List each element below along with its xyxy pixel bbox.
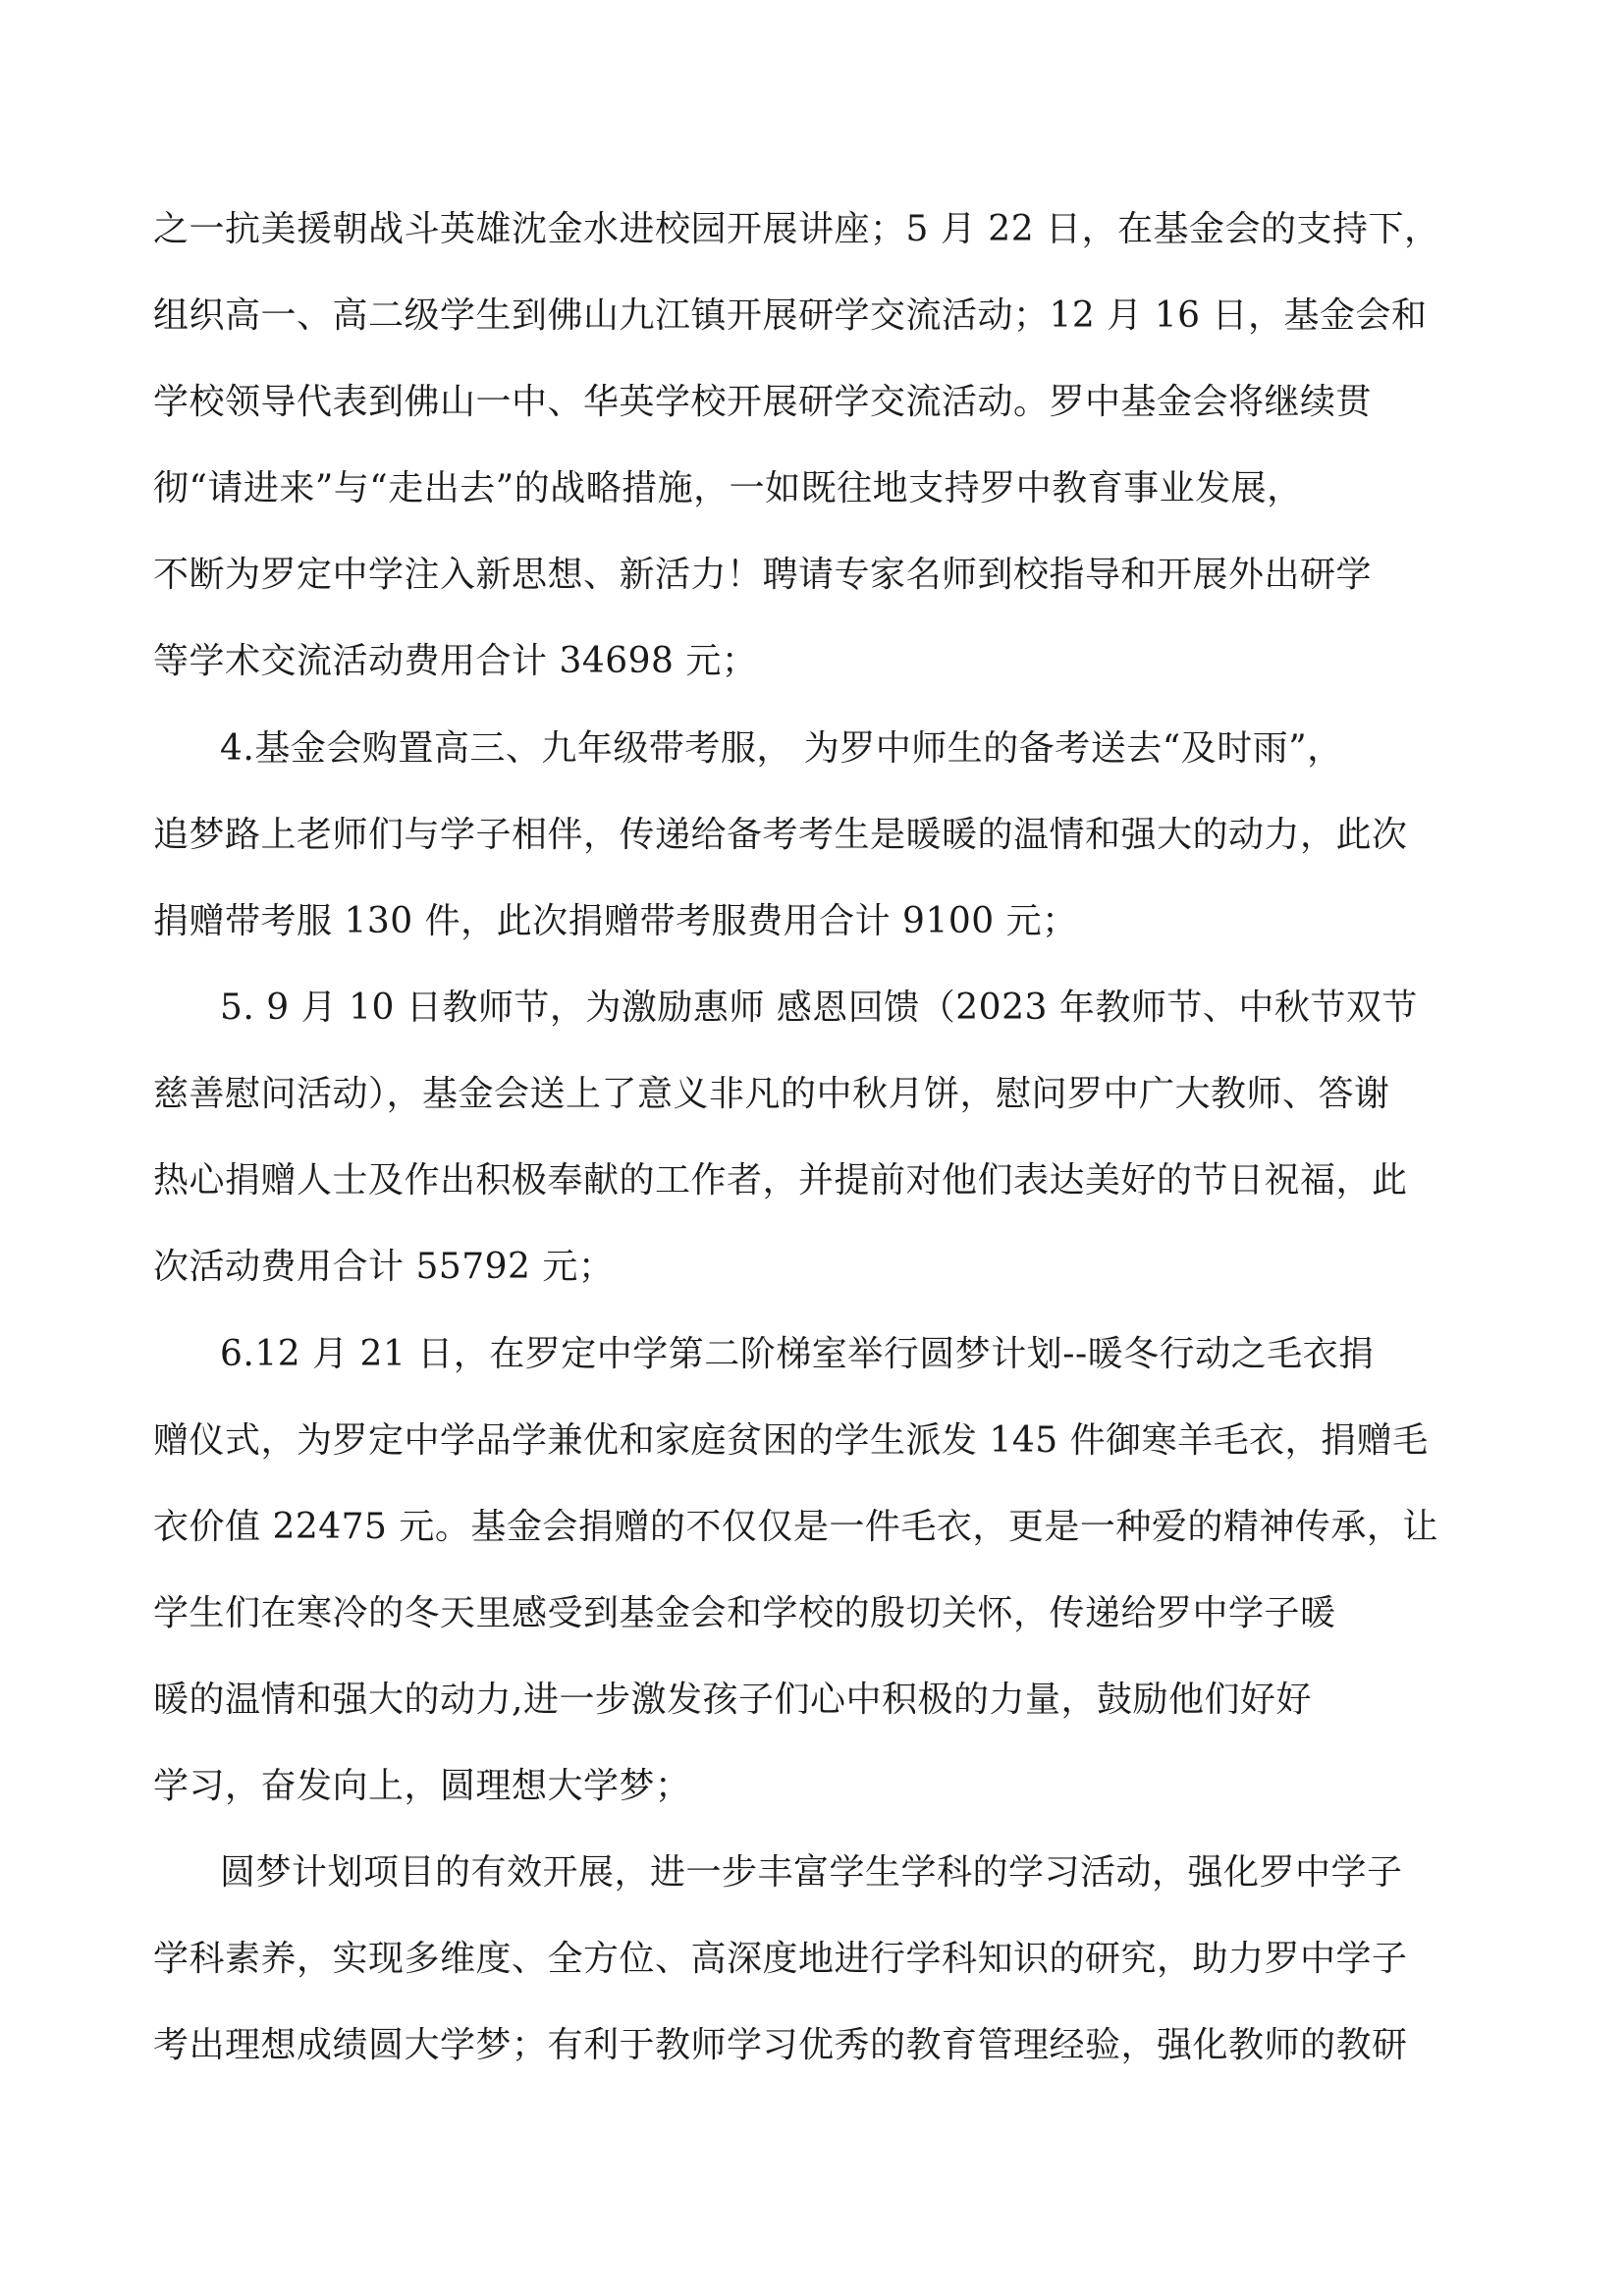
text-line: 组织高一、高二级学生到佛山九江镇开展研学交流活动；12 月 16 日，基金会和: [153, 295, 1428, 336]
paragraph-5-first-line: 5. 9 月 10 日教师节，为激励惠师 感恩回馈（2023 年教师节、中秋节双节: [220, 988, 1418, 1028]
text-line: 热心捐赠人士及作出积极奉献的工作者，并提前对他们表达美好的节日祝福，此: [153, 1160, 1408, 1201]
text-line: 不断为罗定中学注入新思想、新活力！聘请专家名师到校指导和开展外出研学: [153, 555, 1373, 595]
text-line: 学校领导代表到佛山一中、华英学校开展研学交流活动。罗中基金会将继续贯: [153, 382, 1373, 422]
text-line: 学科素养，实现多维度、全方位、高深度地进行学科知识的研究，助力罗中学子: [153, 1939, 1408, 1979]
text-line: 之一抗美援朝战斗英雄沈金水进校园开展讲座；5 月 22 日，在基金会的支持下，: [153, 209, 1440, 249]
text-line: 彻“请进来”与“走出去”的战略措施，一如既往地支持罗中教育事业发展，: [153, 468, 1303, 508]
text-line: 学生们在寒冷的冬天里感受到基金会和学校的殷切关怀，传递给罗中学子暖: [153, 1593, 1336, 1633]
text-line: 追梦路上老师们与学子相伴，传递给备考考生是暖暖的温情和强大的动力，此次: [153, 815, 1408, 855]
text-line: 次活动费用合计 55792 元；: [153, 1247, 615, 1287]
text-line: 衣价值 22475 元。基金会捐赠的不仅仅是一件毛衣，更是一种爱的精神传承，让: [153, 1507, 1438, 1547]
text-line: 考出理想成绩圆大学梦；有利于教师学习优秀的教育管理经验，强化教师的教研: [153, 2025, 1408, 2065]
paragraph-4-first-line: 4.基金会购置高三、九年级带考服， 为罗中师生的备考送去“及时雨”，: [220, 728, 1343, 769]
text-line: 学习，奋发向上，圆理想大学梦；: [153, 1766, 691, 1806]
text-line: 慈善慰问活动），基金会送上了意义非凡的中秋月饼，慰问罗中广大教师、答谢: [153, 1074, 1390, 1114]
text-line: 赠仪式，为罗定中学品学兼优和家庭贫困的学生派发 145 件御寒羊毛衣，捐赠毛: [153, 1420, 1429, 1461]
summary-paragraph-first-line: 圆梦计划项目的有效开展，进一步丰富学生学科的学习活动，强化罗中学子: [220, 1852, 1403, 1893]
text-line: 暖的温情和强大的动力,进一步激发孩子们心中积极的力量，鼓励他们好好: [153, 1680, 1312, 1720]
text-line: 等学术交流活动费用合计 34698 元；: [153, 641, 758, 681]
text-line: 捐赠带考服 130 件，此次捐赠带考服费用合计 9100 元；: [153, 901, 1078, 941]
paragraph-6-first-line: 6.12 月 21 日，在罗定中学第二阶梯室举行圆梦计划--暖冬行动之毛衣捐: [220, 1334, 1375, 1374]
